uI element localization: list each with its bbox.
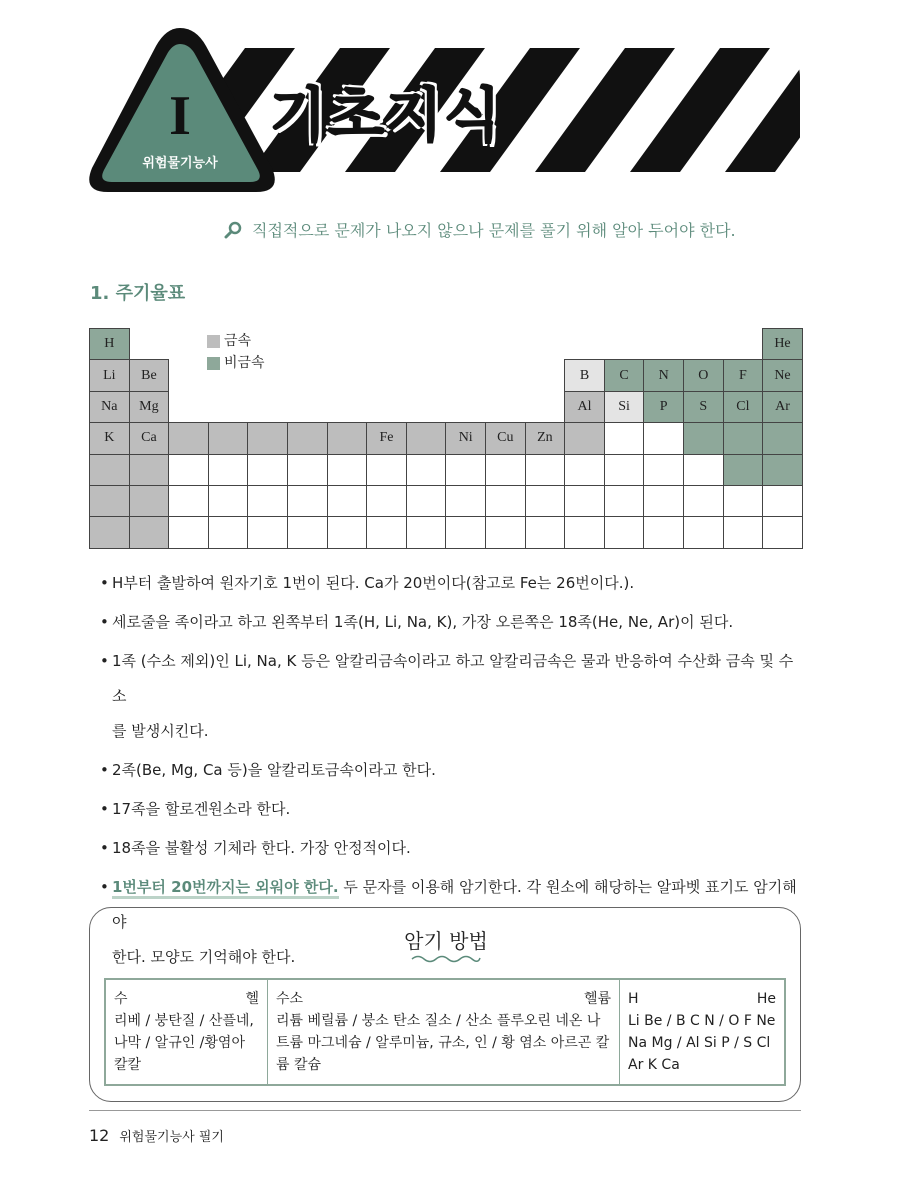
element-cell — [683, 485, 724, 517]
bullet-item — [100, 566, 800, 601]
element-cell — [485, 454, 526, 486]
page-footer — [89, 1126, 224, 1145]
memo-head-right: 헬 — [245, 991, 259, 1007]
element-cell — [287, 485, 328, 517]
element-cell-cl: Cl — [723, 391, 764, 423]
element-cell — [683, 454, 724, 486]
bullet-text: 두 문자를 이용해 암기한다. 각 원소에 해당하는 알파벳 표기도 암기해야 — [112, 878, 797, 931]
element-cell — [129, 454, 170, 486]
element-cell — [604, 485, 645, 517]
element-cell — [762, 422, 803, 454]
legend-metal — [207, 330, 265, 352]
memo-col-symbols — [619, 980, 784, 1084]
element-cell — [564, 516, 605, 548]
element-cell-b: B — [564, 359, 605, 391]
element-cell-c: C — [604, 359, 645, 391]
element-cell — [762, 454, 803, 486]
element-cell — [406, 422, 447, 454]
highlighted-text: 1번부터 20번까지는 외워야 한다. — [112, 878, 339, 899]
memo-col-korean-full — [267, 980, 619, 1084]
legend-nonmetal — [207, 352, 265, 374]
bullet-item — [100, 792, 800, 827]
chapter-title: 기초지식 — [270, 81, 503, 149]
page-number: 12 — [89, 1126, 110, 1145]
bullet-text: H부터 출발하여 원자기호 1번이 된다. Ca가 20번이다(참고로 Fe는 26번이다.). — [112, 574, 635, 592]
memo-head-left: H — [628, 991, 639, 1007]
element-cell-al: Al — [564, 391, 605, 423]
bullet-text: 세로줄을 족이라고 하고 왼쪽부터 1족(H, Li, Na, K), 가장 오른쪽은 18족(He, Ne, Ar)이 된다. — [112, 613, 734, 631]
element-cell — [762, 485, 803, 517]
element-cell-o: O — [683, 359, 724, 391]
element-cell — [366, 454, 407, 486]
bullet-text: 17족을 할로겐원소라 한다. — [112, 800, 291, 818]
element-cell — [485, 485, 526, 517]
element-cell — [723, 454, 764, 486]
element-cell — [406, 485, 447, 517]
element-cell — [247, 485, 288, 517]
element-cell — [208, 516, 249, 548]
element-cell-li: Li — [89, 359, 130, 391]
element-cell — [406, 516, 447, 548]
element-cell-p: P — [643, 391, 684, 423]
element-cell — [287, 454, 328, 486]
element-cell — [208, 422, 249, 454]
element-cell — [643, 516, 684, 548]
memo-col-korean-short — [106, 980, 267, 1084]
section-title: 1. 주기율표 — [90, 283, 186, 304]
element-cell-ne: Ne — [762, 359, 803, 391]
element-cell — [604, 422, 645, 454]
element-cell-zn: Zn — [525, 422, 566, 454]
memo-body: Li Be / B C N / O F Ne Na Mg / Al Si P / S Cl Ar K Ca — [628, 1013, 776, 1073]
legend-label-nonmetal: 비금속 — [224, 355, 265, 371]
element-cell-s: S — [683, 391, 724, 423]
element-cell — [89, 516, 130, 548]
legend-swatch-metal — [207, 335, 220, 348]
element-cell — [643, 422, 684, 454]
chapter-numeral: I — [169, 85, 191, 147]
element-cell — [327, 485, 368, 517]
subtitle-text: 직접적으로 문제가 나오지 않으나 문제를 풀기 위해 알아 두어야 한다. — [252, 221, 736, 240]
element-cell — [406, 454, 447, 486]
bullet-text: 18족을 불활성 기체라 한다. 가장 안정적이다. — [112, 839, 411, 857]
memo-head-right: He — [756, 991, 776, 1007]
memo-head-left: 수소 — [276, 991, 304, 1007]
element-cell-ar: Ar — [762, 391, 803, 423]
element-cell — [564, 422, 605, 454]
element-cell-be: Be — [129, 359, 170, 391]
element-cell — [327, 516, 368, 548]
element-cell — [247, 422, 288, 454]
element-cell-f: F — [723, 359, 764, 391]
footer-divider — [89, 1110, 801, 1111]
memo-body: 리베 / 붕탄질 / 산플네, 나막 / 알규인 /황염아 칼칼 — [114, 1013, 254, 1073]
element-cell — [604, 454, 645, 486]
element-cell — [643, 454, 684, 486]
element-cell — [525, 485, 566, 517]
element-cell-si: Si — [604, 391, 645, 423]
element-cell — [89, 454, 130, 486]
element-cell — [129, 485, 170, 517]
bullet-text: 2족(Be, Mg, Ca 등)을 알칼리토금속이라고 한다. — [112, 761, 436, 779]
element-cell-he: He — [762, 328, 803, 360]
element-cell — [683, 516, 724, 548]
element-cell — [168, 516, 209, 548]
element-cell — [366, 516, 407, 548]
bullet-item — [100, 753, 800, 788]
element-cell — [445, 454, 486, 486]
legend — [207, 330, 265, 374]
element-cell-ni: Ni — [445, 422, 486, 454]
element-cell — [168, 485, 209, 517]
element-cell-mg: Mg — [129, 391, 170, 423]
memo-body: 리튬 베릴륨 / 붕소 탄소 질소 / 산소 플루오린 네온 나트륨 마그네슘 / 알루미늄, 규소, 인 / 황 염소 아르곤 칼륨 칼슘 — [276, 1013, 610, 1073]
element-cell-fe: Fe — [366, 422, 407, 454]
element-cell — [723, 485, 764, 517]
element-cell-na: Na — [89, 391, 130, 423]
element-cell — [247, 454, 288, 486]
memo-title: 암기 방법 — [404, 929, 488, 953]
memo-box — [89, 907, 801, 1102]
memo-table — [104, 978, 786, 1086]
element-cell — [168, 454, 209, 486]
element-cell — [287, 516, 328, 548]
legend-label-metal: 금속 — [224, 333, 252, 349]
element-cell-ca: Ca — [129, 422, 170, 454]
element-cell — [366, 485, 407, 517]
element-cell-h: H — [89, 328, 130, 360]
element-cell — [89, 485, 130, 517]
element-cell — [723, 516, 764, 548]
element-cell — [327, 422, 368, 454]
element-cell — [129, 516, 170, 548]
element-cell — [604, 516, 645, 548]
element-cell — [643, 485, 684, 517]
magnifier-icon — [224, 221, 242, 239]
element-cell-k: K — [89, 422, 130, 454]
bullet-item — [100, 644, 800, 749]
element-cell — [445, 485, 486, 517]
element-cell — [327, 454, 368, 486]
bullet-text-continued: 를 발생시킨다. — [112, 722, 209, 740]
book-title: 위험물기능사 필기 — [119, 1130, 224, 1145]
chapter-subtitle — [224, 218, 736, 241]
element-cell — [762, 516, 803, 548]
element-cell — [445, 516, 486, 548]
element-cell — [208, 485, 249, 517]
memo-head-left: 수 — [114, 991, 128, 1007]
element-cell-cu: Cu — [485, 422, 526, 454]
element-cell — [168, 422, 209, 454]
element-cell — [683, 422, 724, 454]
element-cell-n: N — [643, 359, 684, 391]
bullet-text-continued: 한다. 모양도 기억해야 한다. — [112, 948, 296, 966]
element-cell — [564, 485, 605, 517]
element-cell — [723, 422, 764, 454]
element-cell — [287, 422, 328, 454]
bullet-item — [100, 831, 800, 866]
chapter-tag: 위험물기능사 — [142, 156, 218, 171]
legend-swatch-nonmetal — [207, 357, 220, 370]
element-cell — [208, 454, 249, 486]
wave-underline — [410, 954, 482, 964]
element-cell — [564, 454, 605, 486]
element-cell — [247, 516, 288, 548]
bullet-text: • 1족 (수소 제외)인 Li, Na, K 등은 알칼리금속이라고 하고 알칼리금속은 물과 반응하여 수산화 금속 및 수소 — [112, 652, 794, 705]
element-cell — [485, 516, 526, 548]
element-cell — [525, 516, 566, 548]
memo-head-right: 헬륨 — [583, 991, 611, 1007]
element-cell — [525, 454, 566, 486]
bullet-item — [100, 605, 800, 640]
